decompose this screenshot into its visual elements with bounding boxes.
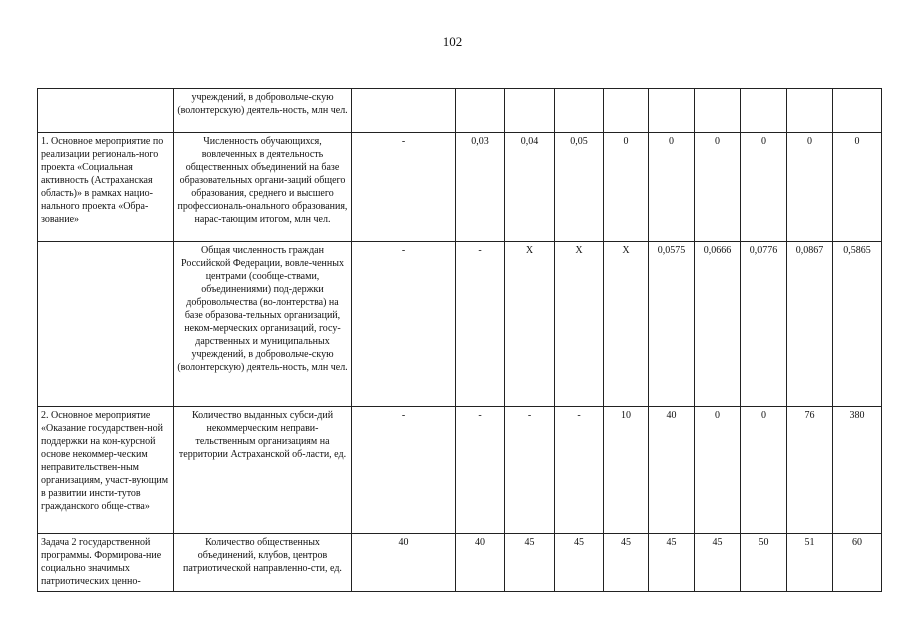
value-cell: 0,5865 [833,242,882,407]
value-cell: 0,04 [505,133,555,242]
value-cell: - [352,407,456,534]
activity-name-cell: Задача 2 государственной программы. Формирова-ние социально значимых патриотических ценно- [38,534,174,592]
value-cell: 0 [787,133,833,242]
value-cell: - [505,407,555,534]
activity-name-cell: 1. Основное мероприятие по реализации региональ-ного проекта «Социальная активность (Астраханская область)» в рамках нацио-нального проекта «Обра-зование» [38,133,174,242]
value-cell: - [352,133,456,242]
value-cell: 0 [741,407,787,534]
value-cell: 50 [741,534,787,592]
value-cell [505,89,555,133]
value-cell [649,89,695,133]
table-row [38,534,882,592]
value-cell: 380 [833,407,882,534]
activity-name-cell [38,242,174,407]
value-cell [787,89,833,133]
indicator-cell: учреждений, в добровольче-скую (волонтерскую) деятель-ность, млн чел. [174,89,352,133]
activity-name-cell [38,89,174,133]
value-cell: X [604,242,649,407]
value-cell: 0 [604,133,649,242]
value-cell [555,89,604,133]
value-cell: 60 [833,534,882,592]
value-cell: 0 [695,407,741,534]
indicator-cell: Количество общественных объединений, клубов, центров патриотической направленно-сти, ед. [174,534,352,592]
value-cell [833,89,882,133]
value-cell: - [456,242,505,407]
value-cell [604,89,649,133]
page-number: 102 [442,34,463,49]
value-cell [352,89,456,133]
value-cell: X [505,242,555,407]
value-cell: - [555,407,604,534]
value-cell: 0,0575 [649,242,695,407]
value-cell: X [555,242,604,407]
value-cell: 0,0776 [741,242,787,407]
value-cell: 45 [649,534,695,592]
value-cell: 0,05 [555,133,604,242]
table-row [38,133,882,242]
value-cell: 0 [695,133,741,242]
value-cell: 76 [787,407,833,534]
value-cell: 0,03 [456,133,505,242]
value-cell: 0,0666 [695,242,741,407]
value-cell: 10 [604,407,649,534]
value-cell: 45 [604,534,649,592]
value-cell: - [352,242,456,407]
table-row [38,407,882,534]
value-cell: - [456,407,505,534]
table-row [38,242,882,407]
value-cell: 45 [555,534,604,592]
value-cell: 40 [649,407,695,534]
indicator-cell: Численность обучающихся, вовлеченных в деятельность общественных объединений на базе образовательных органи-заций общего образования, среднего и высшего профессиональ-онального образования, нарас-тающим итогом, млн чел. [174,133,352,242]
value-cell [695,89,741,133]
value-cell: 40 [352,534,456,592]
value-cell: 51 [787,534,833,592]
table-row [38,89,882,133]
activity-name-cell: 2. Основное мероприятие «Оказание государствен-ной поддержки на кон-курсной основе некоммер-ческим неправительствен-ным организациям, участ-вующим в развитии инсти-тутов гражданского обще-ства» [38,407,174,534]
program-indicators-table [37,88,882,592]
value-cell: 0,0867 [787,242,833,407]
value-cell: 0 [833,133,882,242]
value-cell [741,89,787,133]
value-cell [456,89,505,133]
value-cell: 45 [505,534,555,592]
indicator-cell: Количество выданных субси-дий некоммерческим неправи-тельственным организациям на территории Астраханской об-ласти, ед. [174,407,352,534]
indicator-cell: Общая численность граждан Российской Федерации, вовле-ченных центрами (сообще-ствами, объединениями) под-держки добровольчества (во-лонтерства) на базе образова-тельных организаций, неком-мерческих организаций, госу-дарственных и муниципальных учреждений, в добровольче-скую (волонтерскую) деятель-ность, млн чел. [174,242,352,407]
value-cell: 40 [456,534,505,592]
value-cell: 0 [649,133,695,242]
value-cell: 45 [695,534,741,592]
value-cell: 0 [741,133,787,242]
